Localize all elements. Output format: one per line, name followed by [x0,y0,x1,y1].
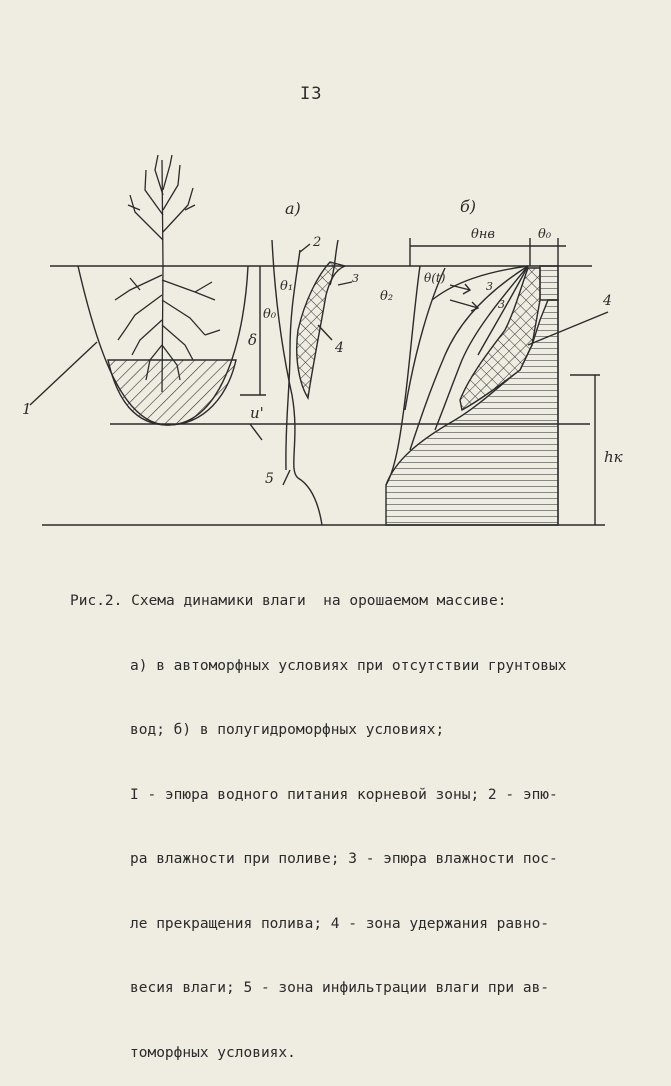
label-theta1: θ₁ [280,279,294,294]
label-theta0-b: θ₀ [538,227,552,242]
moisture-dynamics-diagram [0,140,671,540]
caption-line: Рис.2. Схема динамики влаги на орошаемом массиве: [70,593,507,609]
label-hk: hк [604,448,623,466]
leader-3 [338,282,352,285]
label-3c: 3 [498,298,505,311]
hatched-water-zone [108,360,236,425]
caption-line: I - эпюра водного питания корневой зоны; 2 - эпю- [130,786,558,803]
label-u-prime: u' [250,404,264,422]
leader-2 [300,244,310,252]
caption-line: вод; б) в полугидроморфных условиях; [130,722,445,738]
leader-4a [318,325,332,340]
panel-b-label: б) [460,197,477,216]
tree-icon [115,155,220,392]
label-3: 3 [352,272,359,285]
capillary-column [540,266,558,300]
caption-line: ра влажности при поливе; 3 - эпюра влажности пос- [130,851,558,867]
leader-1 [30,342,97,405]
label-3b: 3 [486,280,493,293]
label-1: 1 [22,400,32,418]
label-5: 5 [265,471,274,487]
caption-line: а) в автоморфных условиях при отсутствии грунтовых [130,657,567,674]
label-theta0: θ₀ [263,307,277,322]
caption-line: томорфных условиях. [130,1044,296,1061]
caption-line: ле прекращения полива; 4 - зона удержания равно- [130,915,550,932]
label-theta-t: θ(t) [424,271,446,285]
figure-caption [70,548,630,1086]
page-number: I3 [300,84,323,104]
retention-zone-a [297,262,345,398]
panel-a-label: а) [285,199,301,218]
label-4b: 4 [603,293,612,309]
leader-5 [283,470,290,485]
label-delta: δ [248,331,258,349]
caption-line: весия влаги; 5 - зона инфильтрации влаги при ав- [130,980,550,996]
label-4a: 4 [335,340,344,356]
label-2: 2 [313,235,322,250]
label-theta-nv: θнв [471,227,495,242]
label-theta2: θ₂ [380,289,394,304]
